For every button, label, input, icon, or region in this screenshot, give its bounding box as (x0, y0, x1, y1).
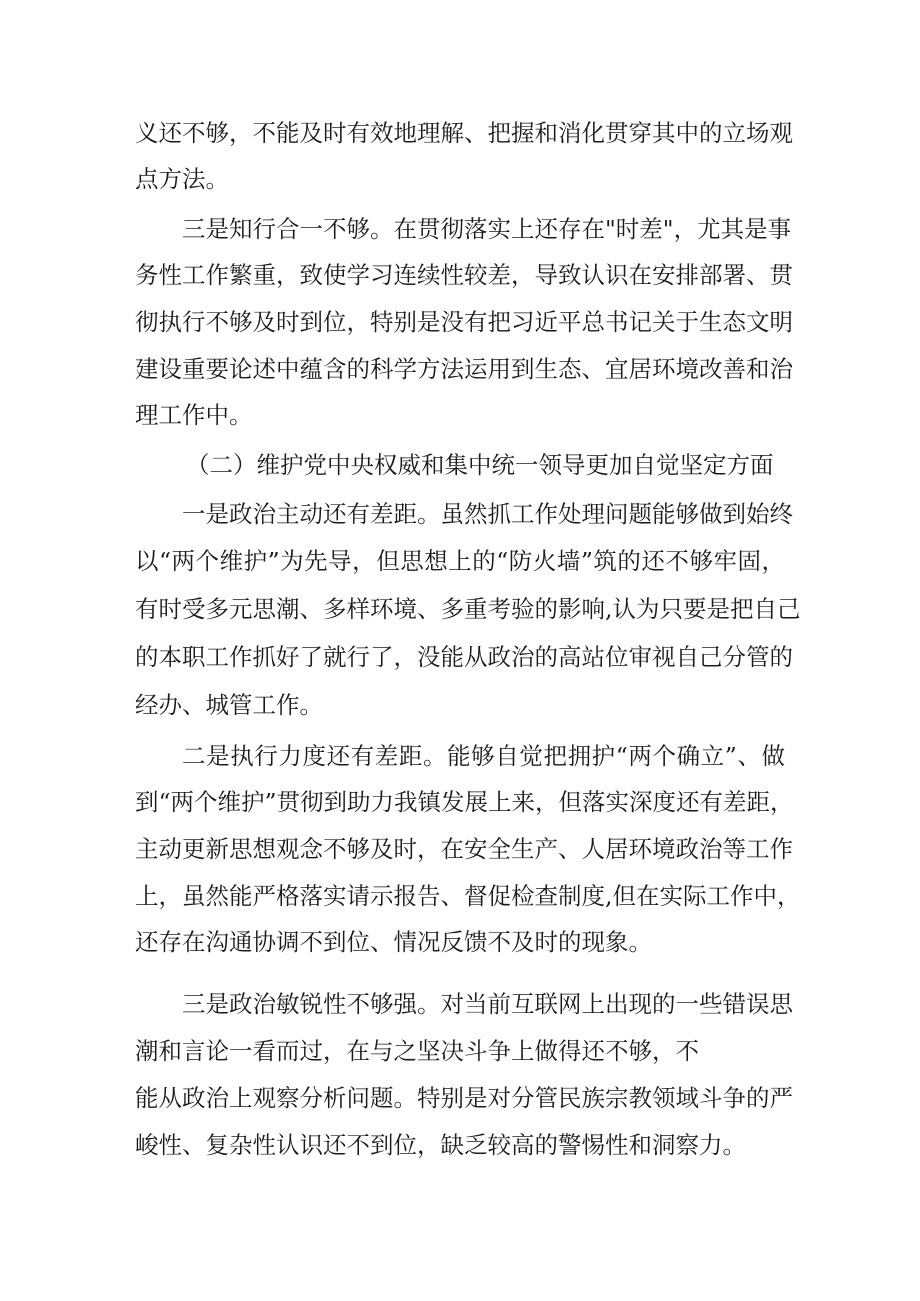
text-line: 峻性、复杂性认识还不到位，缺乏较高的警惕性和洞察力。 (135, 1131, 746, 1159)
text-line: 彻执行不够及时到位，特别是没有把习近平总书记关于生态文明 (135, 308, 793, 336)
text-line: 理工作中。 (135, 401, 253, 429)
text-line: 潮和言论一看而过，在与之坚决斗争上做得还不够，不 (135, 1037, 699, 1065)
text-line: 的本职工作抓好了就行了，没能从政治的高站位审视自己分管的 (135, 643, 793, 671)
text-line: 经办、城管工作。 (135, 691, 323, 719)
text-line: 有时受多元思潮、多样环境、多重考验的影响,认为只要是把自己 (135, 595, 801, 623)
text-line: 主动更新思想观念不够及时，在安全生产、人居环境政治等工作 (135, 835, 793, 863)
text-line: 还存在沟通协调不到位、情况反馈不及时的现象。 (135, 928, 652, 956)
text-line: 三是知行合一不够。在贯彻落实上还存在"时差"，尤其是事 (182, 215, 792, 243)
text-line: 建设重要论述中蕴含的科学方法运用到生态、宜居环境改善和治 (135, 355, 793, 383)
text-line: 以“两个维护”为先导，但思想上的“防火墙”筑的还不够牢固， (135, 547, 785, 575)
text-line: 上，虽然能严格落实请示报告、督促检查制度,但在实际工作中， (135, 882, 801, 910)
text-line: 义还不够，不能及时有效地理解、把握和消化贯穿其中的立场观 (135, 119, 793, 147)
text-line: 点方法。 (135, 165, 229, 193)
text-line: 能从政治上观察分析问题。特别是对分管民族宗教领域斗争的严 (135, 1084, 793, 1112)
text-line: 务性工作繁重，致使学习连续性较差，导致认识在安排部署、贯 (135, 261, 793, 289)
text-line: 到“两个维护”贯彻到助力我镇发展上来，但落实深度还有差距， (135, 788, 794, 816)
text-line: 三是政治敏锐性不够强。对当前互联网上出现的一些错误思 (182, 990, 793, 1018)
text-line: 一是政治主动还有差距。虽然抓工作处理问题能够做到始终 (182, 500, 793, 528)
section-heading: （二）维护党中央权威和集中统一领导更加自觉坚定方面 (186, 451, 774, 479)
text-line: 二是执行力度还有差距。能够自觉把拥护“两个确立”、做 (182, 742, 785, 770)
